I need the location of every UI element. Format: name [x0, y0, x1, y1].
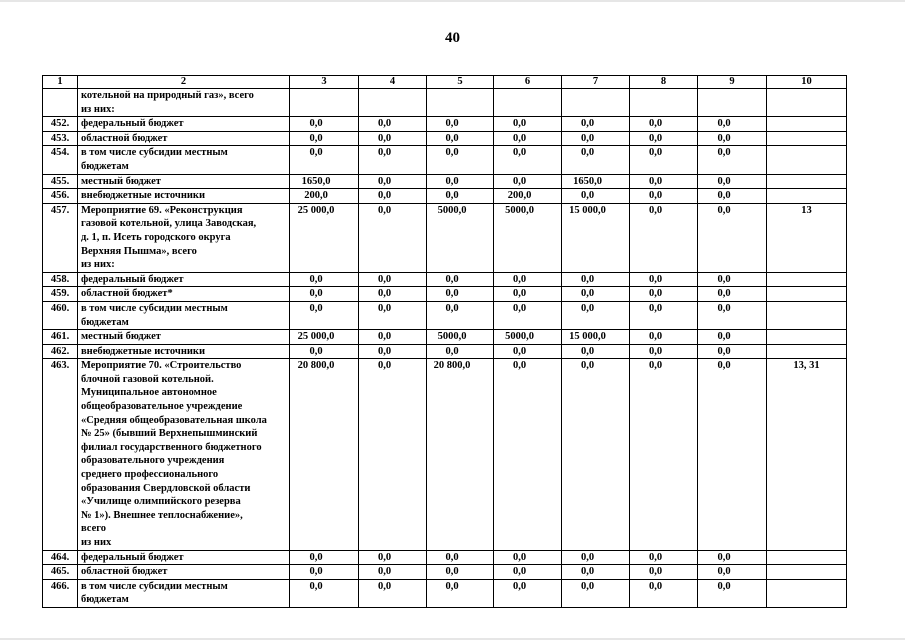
value-text: 0,0	[512, 118, 527, 130]
table-row	[43, 287, 847, 302]
value-text: 0,0	[445, 302, 459, 314]
row-number: 458.	[43, 272, 78, 287]
reference-cell	[767, 550, 847, 565]
value-text: 25 000,0	[297, 204, 335, 216]
reference-cell	[767, 174, 847, 189]
value-cell	[562, 189, 630, 204]
table-row	[43, 359, 847, 550]
column-header: 6	[494, 76, 562, 89]
value-text: 0,0	[648, 302, 663, 314]
row-number: 457.	[43, 203, 78, 272]
table-row	[43, 131, 847, 146]
value-text: 0,0	[717, 551, 731, 563]
value-text: 0,0	[648, 360, 663, 372]
table-row	[43, 89, 847, 117]
value-cell	[290, 146, 359, 174]
row-name: федеральный бюджет	[78, 550, 290, 565]
value-cell	[494, 203, 562, 272]
row-name: в том числе субсидии местным бюджетам	[78, 579, 290, 607]
value-cell	[359, 146, 427, 174]
table-row	[43, 579, 847, 607]
value-text: 0,0	[377, 566, 392, 578]
value-text: 0,0	[377, 204, 392, 216]
value-cell	[427, 189, 494, 204]
value-cell	[359, 579, 427, 607]
row-name: внебюджетные источники	[78, 189, 290, 204]
value-text: 0,0	[648, 566, 663, 578]
value-text: 0,0	[648, 132, 663, 144]
value-text: 0,0	[512, 302, 527, 314]
value-cell	[630, 272, 698, 287]
value-cell	[359, 359, 427, 550]
value-cell	[562, 174, 630, 189]
value-text: 0,0	[377, 175, 392, 187]
value-text: 15 000,0	[569, 331, 606, 343]
page-number: 40	[445, 30, 460, 46]
row-number: 456.	[43, 189, 78, 204]
value-cell	[562, 272, 630, 287]
value-cell	[359, 301, 427, 329]
value-cell	[290, 131, 359, 146]
value-cell	[427, 131, 494, 146]
value-text: 0,0	[648, 118, 663, 130]
budget-table	[42, 75, 847, 608]
value-text: 0,0	[445, 175, 459, 187]
value-text: 0,0	[445, 118, 459, 130]
value-cell	[698, 565, 767, 580]
value-text: 0,0	[648, 331, 663, 343]
column-header: 4	[359, 76, 427, 89]
value-cell	[698, 344, 767, 359]
value-text: 0,0	[717, 273, 731, 285]
value-cell	[698, 301, 767, 329]
row-name: котельной на природный газ», всего из них:	[78, 89, 290, 117]
value-text: 0,0	[717, 190, 731, 202]
value-text: 0,0	[377, 360, 392, 372]
value-cell	[290, 89, 359, 117]
value-cell	[290, 344, 359, 359]
value-text: 0,0	[580, 190, 595, 202]
value-cell	[562, 344, 630, 359]
row-number: 463.	[43, 359, 78, 550]
reference-cell	[767, 89, 847, 117]
value-text: 0,0	[377, 147, 392, 159]
value-text: 0,0	[648, 288, 663, 300]
value-cell	[562, 330, 630, 345]
value-text: 0,0	[717, 360, 731, 372]
value-text: 0,0	[512, 566, 527, 578]
value-text: 0,0	[309, 147, 323, 159]
value-cell	[427, 579, 494, 607]
value-cell	[290, 550, 359, 565]
reference-cell	[767, 272, 847, 287]
value-cell	[290, 117, 359, 132]
reference-cell	[767, 146, 847, 174]
value-text: 0,0	[377, 273, 392, 285]
value-text: 5000,0	[437, 204, 467, 216]
value-cell	[630, 344, 698, 359]
value-cell	[494, 189, 562, 204]
value-text: 0,0	[377, 288, 392, 300]
value-text: 0,0	[512, 345, 527, 357]
column-header: 8	[630, 76, 698, 89]
value-cell	[630, 579, 698, 607]
value-cell	[359, 89, 427, 117]
column-header: 7	[562, 76, 630, 89]
value-text: 0,0	[648, 551, 663, 563]
value-cell	[630, 131, 698, 146]
value-cell	[562, 146, 630, 174]
value-text: 0,0	[309, 580, 323, 592]
value-text: 0,0	[717, 288, 731, 300]
value-cell	[359, 565, 427, 580]
value-text: 0,0	[717, 118, 731, 130]
value-cell	[562, 89, 630, 117]
value-text: 0,0	[648, 147, 663, 159]
value-cell	[562, 117, 630, 132]
value-cell	[562, 565, 630, 580]
value-text: 0,0	[309, 132, 323, 144]
value-cell	[630, 189, 698, 204]
value-cell	[359, 287, 427, 302]
row-number: 461.	[43, 330, 78, 345]
value-text: 0,0	[580, 273, 595, 285]
value-cell	[698, 330, 767, 345]
value-cell	[630, 203, 698, 272]
value-text: 0,0	[580, 551, 595, 563]
value-cell	[494, 287, 562, 302]
value-cell	[359, 131, 427, 146]
row-number: 452.	[43, 117, 78, 132]
value-cell	[698, 131, 767, 146]
value-cell	[494, 301, 562, 329]
table-row	[43, 301, 847, 329]
value-cell	[698, 287, 767, 302]
value-cell	[562, 203, 630, 272]
value-text: 25 000,0	[297, 331, 335, 343]
value-cell	[562, 287, 630, 302]
value-text: 0,0	[445, 147, 459, 159]
value-cell	[562, 359, 630, 550]
value-cell	[427, 565, 494, 580]
row-name: местный бюджет	[78, 174, 290, 189]
value-text: 5000,0	[437, 331, 467, 343]
value-cell	[698, 550, 767, 565]
column-header: 1	[43, 76, 78, 89]
value-cell	[290, 359, 359, 550]
table-row	[43, 174, 847, 189]
value-cell	[494, 579, 562, 607]
value-cell	[698, 359, 767, 550]
value-cell	[630, 89, 698, 117]
table-row	[43, 565, 847, 580]
value-cell	[290, 174, 359, 189]
value-cell	[359, 272, 427, 287]
value-cell	[630, 565, 698, 580]
value-text: 0,0	[377, 580, 392, 592]
value-cell	[562, 131, 630, 146]
value-cell	[630, 117, 698, 132]
value-cell	[427, 117, 494, 132]
value-text: 0,0	[445, 273, 459, 285]
value-text: 0,0	[445, 345, 459, 357]
value-cell	[427, 330, 494, 345]
row-name: местный бюджет	[78, 330, 290, 345]
value-text: 0,0	[445, 580, 459, 592]
table-row	[43, 272, 847, 287]
value-cell	[630, 301, 698, 329]
value-cell	[494, 330, 562, 345]
table-row	[43, 203, 847, 272]
reference-cell: 13, 31	[767, 359, 847, 550]
value-text: 1650,0	[573, 175, 602, 187]
row-number: 455.	[43, 174, 78, 189]
reference-cell	[767, 189, 847, 204]
column-header-row	[43, 76, 847, 89]
value-text: 0,0	[445, 190, 459, 202]
reference-cell	[767, 287, 847, 302]
value-text: 0,0	[580, 118, 595, 130]
value-cell	[698, 189, 767, 204]
value-text: 0,0	[445, 132, 459, 144]
reference-cell	[767, 579, 847, 607]
value-cell	[494, 272, 562, 287]
reference-cell	[767, 131, 847, 146]
value-text: 0,0	[377, 302, 392, 314]
row-name: Мероприятие 70. «Строительство блочной газовой котельной. Муниципальное автономное общеобразовательное учреждение «Средняя общеобразовательная школа № 25» (бывший Верхнепышминский филиал государственного бюджетного образовательного учреждения среднего профессионального образования Свердловской области «Училище олимпийского резерва № 1»). Внешнее теплоснабжение», всего из них	[78, 359, 290, 550]
value-text: 0,0	[309, 288, 323, 300]
row-number: 454.	[43, 146, 78, 174]
value-cell	[494, 359, 562, 550]
value-text: 20 800,0	[297, 360, 335, 372]
value-cell	[698, 272, 767, 287]
value-text: 200,0	[304, 190, 328, 202]
reference-cell	[767, 301, 847, 329]
value-text: 5000,0	[505, 331, 534, 343]
value-text: 0,0	[309, 551, 323, 563]
column-header: 2	[78, 76, 290, 89]
value-cell	[359, 550, 427, 565]
value-cell	[359, 203, 427, 272]
value-text: 0,0	[377, 118, 392, 130]
value-cell	[290, 330, 359, 345]
value-cell	[359, 344, 427, 359]
row-name: федеральный бюджет	[78, 272, 290, 287]
value-cell	[494, 89, 562, 117]
reference-cell	[767, 565, 847, 580]
value-text: 0,0	[580, 566, 595, 578]
value-cell	[698, 117, 767, 132]
table-row	[43, 146, 847, 174]
value-text: 0,0	[580, 288, 595, 300]
row-name: Мероприятие 69. «Реконструкция газовой котельной, улица Заводская, д. 1, п. Исеть городского округа Верхняя Пышма», всего из них:	[78, 203, 290, 272]
value-text: 0,0	[717, 331, 731, 343]
value-text: 0,0	[512, 273, 527, 285]
value-text: 0,0	[377, 190, 392, 202]
value-text: 0,0	[580, 147, 595, 159]
value-text: 15 000,0	[569, 204, 606, 216]
row-number: 459.	[43, 287, 78, 302]
reference-cell	[767, 330, 847, 345]
row-number: 464.	[43, 550, 78, 565]
value-cell	[494, 565, 562, 580]
value-text: 0,0	[580, 345, 595, 357]
value-text: 5000,0	[505, 204, 534, 216]
value-text: 0,0	[445, 566, 459, 578]
value-cell	[427, 89, 494, 117]
value-cell	[290, 287, 359, 302]
value-cell	[494, 174, 562, 189]
reference-cell	[767, 344, 847, 359]
value-cell	[630, 330, 698, 345]
row-number: 460.	[43, 301, 78, 329]
value-cell	[290, 189, 359, 204]
value-text: 0,0	[512, 551, 527, 563]
value-text: 0,0	[309, 273, 323, 285]
row-name: в том числе субсидии местным бюджетам	[78, 301, 290, 329]
value-cell	[562, 550, 630, 565]
row-number: 465.	[43, 565, 78, 580]
value-text: 0,0	[309, 302, 323, 314]
value-text: 0,0	[648, 345, 663, 357]
value-text: 0,0	[512, 175, 527, 187]
value-cell	[494, 550, 562, 565]
value-text: 0,0	[580, 580, 595, 592]
column-header: 10	[767, 76, 847, 89]
value-cell	[494, 117, 562, 132]
value-cell	[698, 89, 767, 117]
value-text: 200,0	[507, 190, 532, 202]
value-text: 0,0	[309, 566, 323, 578]
row-name: внебюджетные источники	[78, 344, 290, 359]
value-text: 0,0	[512, 288, 527, 300]
column-header: 3	[290, 76, 359, 89]
value-text: 0,0	[717, 302, 731, 314]
value-text: 0,0	[717, 147, 731, 159]
value-text: 0,0	[512, 360, 527, 372]
value-text: 0,0	[309, 345, 323, 357]
value-text: 0,0	[580, 360, 595, 372]
table-row	[43, 189, 847, 204]
value-cell	[427, 301, 494, 329]
value-cell	[359, 189, 427, 204]
value-cell	[630, 550, 698, 565]
value-cell	[290, 203, 359, 272]
value-cell	[427, 146, 494, 174]
value-cell	[698, 174, 767, 189]
value-text: 0,0	[717, 132, 731, 144]
value-text: 0,0	[580, 132, 595, 144]
value-cell	[290, 579, 359, 607]
value-text: 0,0	[717, 175, 731, 187]
value-text: 0,0	[445, 288, 459, 300]
value-text: 20 800,0	[433, 360, 471, 372]
value-cell	[359, 174, 427, 189]
value-cell	[494, 146, 562, 174]
value-cell	[630, 359, 698, 550]
value-cell	[359, 330, 427, 345]
value-text: 0,0	[377, 345, 392, 357]
value-cell	[630, 174, 698, 189]
value-cell	[562, 301, 630, 329]
value-text: 0,0	[445, 551, 459, 563]
value-text: 0,0	[717, 204, 731, 216]
row-name: областной бюджет	[78, 565, 290, 580]
table-row	[43, 344, 847, 359]
value-text: 0,0	[309, 118, 323, 130]
scan-edge-top	[0, 0, 905, 2]
value-text: 0,0	[377, 132, 392, 144]
row-name: в том числе субсидии местным бюджетам	[78, 146, 290, 174]
value-text: 0,0	[648, 204, 663, 216]
value-cell	[427, 359, 494, 550]
table-row	[43, 550, 847, 565]
value-text: 0,0	[648, 580, 663, 592]
value-cell	[290, 301, 359, 329]
value-text: 0,0	[648, 190, 663, 202]
value-cell	[427, 550, 494, 565]
value-cell	[290, 272, 359, 287]
value-text: 0,0	[648, 273, 663, 285]
value-cell	[698, 146, 767, 174]
row-number	[43, 89, 78, 117]
value-cell	[427, 344, 494, 359]
value-text: 0,0	[717, 580, 731, 592]
row-name: областной бюджет*	[78, 287, 290, 302]
value-cell	[630, 146, 698, 174]
value-cell	[427, 272, 494, 287]
row-number: 462.	[43, 344, 78, 359]
value-cell	[290, 565, 359, 580]
value-text: 0,0	[512, 147, 527, 159]
value-text: 0,0	[377, 551, 392, 563]
reference-cell: 13	[767, 203, 847, 272]
row-name: федеральный бюджет	[78, 117, 290, 132]
value-cell	[562, 579, 630, 607]
value-text: 0,0	[580, 302, 595, 314]
value-cell	[427, 203, 494, 272]
value-text: 0,0	[377, 331, 392, 343]
value-cell	[494, 344, 562, 359]
reference-cell	[767, 117, 847, 132]
value-text: 1650,0	[301, 175, 331, 187]
row-number: 466.	[43, 579, 78, 607]
value-text: 0,0	[648, 175, 663, 187]
value-text: 0,0	[717, 566, 731, 578]
value-cell	[359, 117, 427, 132]
column-header: 9	[698, 76, 767, 89]
table-row	[43, 330, 847, 345]
value-cell	[698, 203, 767, 272]
value-text: 0,0	[512, 132, 527, 144]
table-row	[43, 117, 847, 132]
column-header: 5	[427, 76, 494, 89]
value-cell	[427, 287, 494, 302]
value-cell	[630, 287, 698, 302]
value-cell	[698, 579, 767, 607]
value-cell	[427, 174, 494, 189]
row-number: 453.	[43, 131, 78, 146]
value-text: 0,0	[717, 345, 731, 357]
row-name: областной бюджет	[78, 131, 290, 146]
value-cell	[494, 131, 562, 146]
value-text: 0,0	[512, 580, 527, 592]
